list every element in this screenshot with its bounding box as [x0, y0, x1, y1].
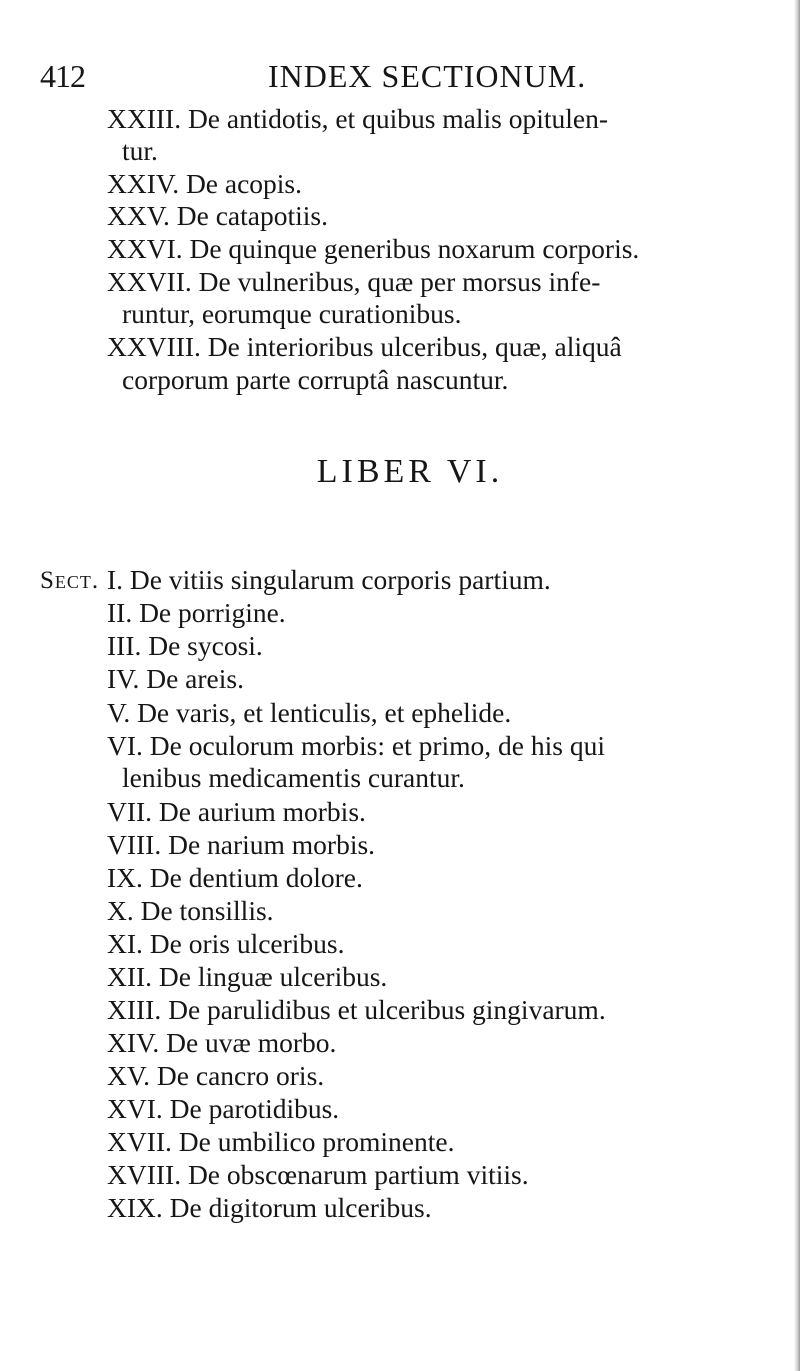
- list-item: VIII. De narium morbis.: [107, 829, 376, 860]
- list-item: VII. De aurium morbis.: [107, 796, 366, 827]
- list-item: VI. De oculorum morbis: et primo, de his qui: [107, 730, 605, 761]
- list-item: XI. De oris ulceribus.: [107, 928, 345, 959]
- list-item: XIX. De digitorum ulceribus.: [107, 1192, 432, 1223]
- list-item-continuation: corporum parte corruptâ nascuntur.: [122, 364, 509, 395]
- list-item: XVI. De parotidibus.: [107, 1093, 340, 1124]
- list-item-continuation: tur.: [122, 135, 158, 166]
- list-item: XVIII. De obscœnarum partium vitiis.: [107, 1159, 529, 1190]
- list-item-continuation: lenibus medicamentis curantur.: [122, 762, 465, 793]
- list-item: II. De porrigine.: [107, 597, 286, 628]
- list-item: XIII. De parulidibus et ulceribus gingivarum.: [107, 994, 606, 1025]
- book-heading: LIBER VI.: [316, 453, 504, 490]
- page-edge-shadow: [794, 0, 800, 1371]
- list-item: X. De tonsillis.: [107, 895, 274, 926]
- sect-label: Sect.: [40, 567, 100, 594]
- list-item: XXVI. De quinque generibus noxarum corporis.: [107, 233, 640, 264]
- list-item: IV. De areis.: [107, 663, 244, 694]
- list-item: XXVII. De vulneribus, quæ per morsus infe-: [107, 266, 601, 297]
- list-item: IX. De dentium dolore.: [107, 862, 363, 893]
- list-item: V. De varis, et lenticulis, et ephelide.: [107, 697, 512, 728]
- list-item: XXVIII. De interioribus ulceribus, quæ, aliquâ: [107, 331, 622, 362]
- page-header: [40, 58, 740, 98]
- list-item: XXIV. De acopis.: [107, 168, 303, 199]
- list-item: XIV. De uvæ morbo.: [107, 1027, 337, 1058]
- list-item-continuation: runtur, eorumque curationibus.: [122, 298, 462, 329]
- list-item: XII. De linguæ ulceribus.: [107, 961, 388, 992]
- list-item: XXIII. De antidotis, et quibus malis opitulen-: [107, 103, 609, 134]
- list-item: I. De vitiis singularum corporis partium.: [107, 564, 551, 595]
- list-item: XV. De cancro oris.: [107, 1060, 325, 1091]
- page-number: 412: [40, 58, 85, 94]
- list-item: XXV. De catapotiis.: [107, 200, 328, 231]
- list-item: XVII. De umbilico prominente.: [107, 1126, 455, 1157]
- list-item: III. De sycosi.: [107, 630, 263, 661]
- running-title: INDEX SECTIONUM.: [268, 58, 587, 94]
